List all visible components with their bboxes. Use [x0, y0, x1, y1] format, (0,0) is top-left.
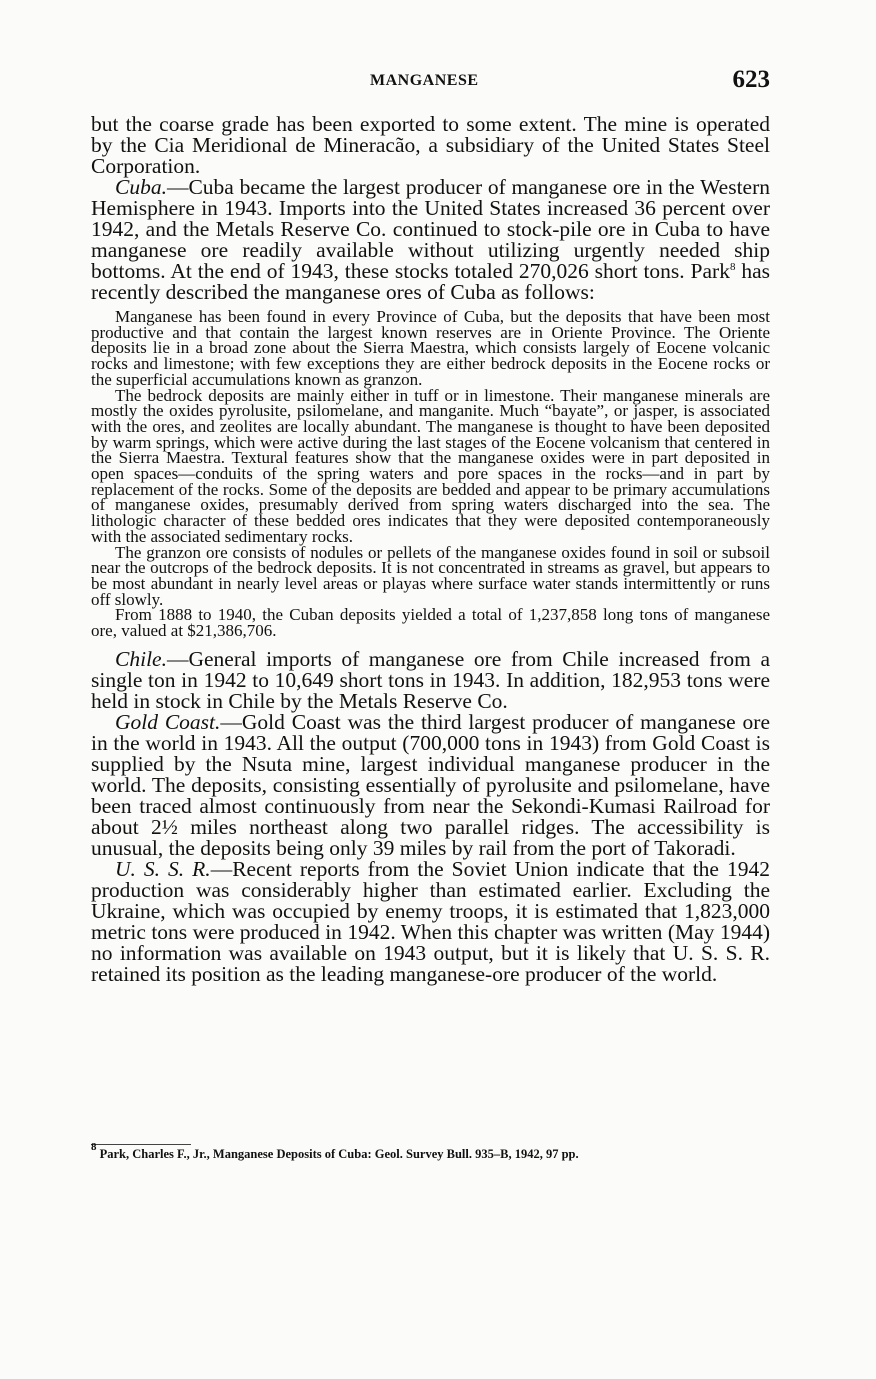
- ussr-heading: U. S. S. R.: [115, 856, 211, 881]
- ussr-paragraph: [91, 856, 770, 986]
- footnote-divider: [91, 1144, 191, 1145]
- cuba-text-a: —Cuba became the largest producer of manganese ore in the Western Hemisphere in 1943. Imports into the United States increased 36 percent over 1942, and the Metals Reserve Co. continued to stock-pile ore in Cuba to have manganese ore readily available without utilizing urgently needed ship bottoms. At the end of 1943, these stocks totaled 270,026 short tons. Park: [91, 175, 770, 283]
- footnote-ref: 8: [729, 261, 736, 273]
- footnote: [91, 1141, 770, 1162]
- block-quote: [91, 309, 770, 639]
- cuba-heading: Cuba.: [115, 175, 167, 199]
- running-title: MANGANESE: [370, 72, 479, 89]
- quote-paragraph-3: The granzon ore consists of nodules or pellets of the manganese oxides found in soil or subsoil near the outcrops of the bedrock deposits. It is not concentrated in streams as gravel, but appears to be most abundant in nearly level areas or playas where surface water stands intermittently or runs off slowly.: [91, 542, 770, 609]
- ussr-text: —Recent reports from the Soviet Union indicate that the 1942 production was considerably higher than estimated earlier. Excluding the Ukraine, which was occupied by enemy troops, it is estimated that 1,823,000 metric tons were produced in 1942. When this chapter was written (May 1944) no information was available on 1943 output, but it is likely that U. S. S. R. retained its position as the leading manganese-ore producer of the world.: [91, 856, 770, 986]
- page-number: 623: [732, 66, 770, 93]
- gold-coast-text: —Gold Coast was the third largest producer of manganese ore in the world in 1943. All the output (700,000 tons in 1943) from Gold Coast is supplied by the Nsuta mine, largest individual manganese producer in the world. The deposits, consisting essentially of pyrolusite and psilomelane, have been traced almost continuously from near the Sekondi-Kumasi Railroad for about 2½ miles northeast along two parallel ridges. The accessibility is unusual, the deposits being only 39 miles by rail from the port of Takoradi.: [91, 709, 770, 860]
- gold-coast-paragraph: [91, 709, 770, 860]
- quote-paragraph-1: Manganese has been found in every Province of Cuba, but the deposits that have been most productive and that contain the largest known reserves are in Oriente Province. The Oriente deposits lie in a broad zone about the Sierra Maestra, which consists largely of Eocene volcanic rocks and limestone; with few exceptions they are either bedrock deposits in the Eocene rocks or the superficial accumulations known as granzon.: [91, 307, 770, 389]
- quote-paragraph-2: The bedrock deposits are mainly either in tuff or in limestone. Their manganese minerals are mostly the oxides pyrolusite, psilomelane, and manganite. Much “bayate”, or jasper, is associated with the ores, and zeolites are locally abundant. The manganese is thought to have been deposited by warm springs, which were active during the last stages of the Eocene volcanism that centered in the Sierra Maestra. Textural features show that the manganese oxides were in part deposited in open spaces—conduits of the spring waters and pore spaces in the rocks—and in part by replacement of the rocks. Some of the deposits are bedded and appear to be primary accumulations of manganese oxides, presumably derived from spring waters discharged into the sea. The lithologic character of these bedded ores indicates that they were deposited contemporaneously with the associated sedimentary rocks.: [91, 385, 770, 546]
- body-text: [91, 114, 770, 985]
- quote-paragraph-4: From 1888 to 1940, the Cuban deposits yielded a total of 1,237,858 long tons of manganese ore, valued at $21,386,706.: [91, 605, 770, 641]
- cuba-text-b: has recently described the manganese ores of Cuba as follows:: [91, 259, 770, 304]
- brazil-continuation-paragraph: but the coarse grade has been exported to some extent. The mine is operated by the Cia Meridional de Mineracão, a subsidiary of the United States Steel Corporation.: [91, 112, 770, 178]
- gold-coast-heading: Gold Coast.: [115, 709, 221, 734]
- footnote-text: Park, Charles F., Jr., Manganese Deposits of Cuba: Geol. Survey Bull. 935–B, 1942, 97 pp.: [96, 1147, 579, 1161]
- footnote-marker: 8: [91, 1141, 97, 1153]
- running-head: [90, 66, 770, 100]
- chile-text: —General imports of manganese ore from Chile increased from a single ton in 1942 to 10,649 short tons in 1943. In addition, 182,953 tons were held in stock in Chile by the Metals Reserve Co.: [91, 646, 770, 713]
- chile-paragraph: [91, 646, 770, 713]
- cuba-paragraph: [91, 177, 770, 303]
- chile-heading: Chile.: [115, 646, 167, 671]
